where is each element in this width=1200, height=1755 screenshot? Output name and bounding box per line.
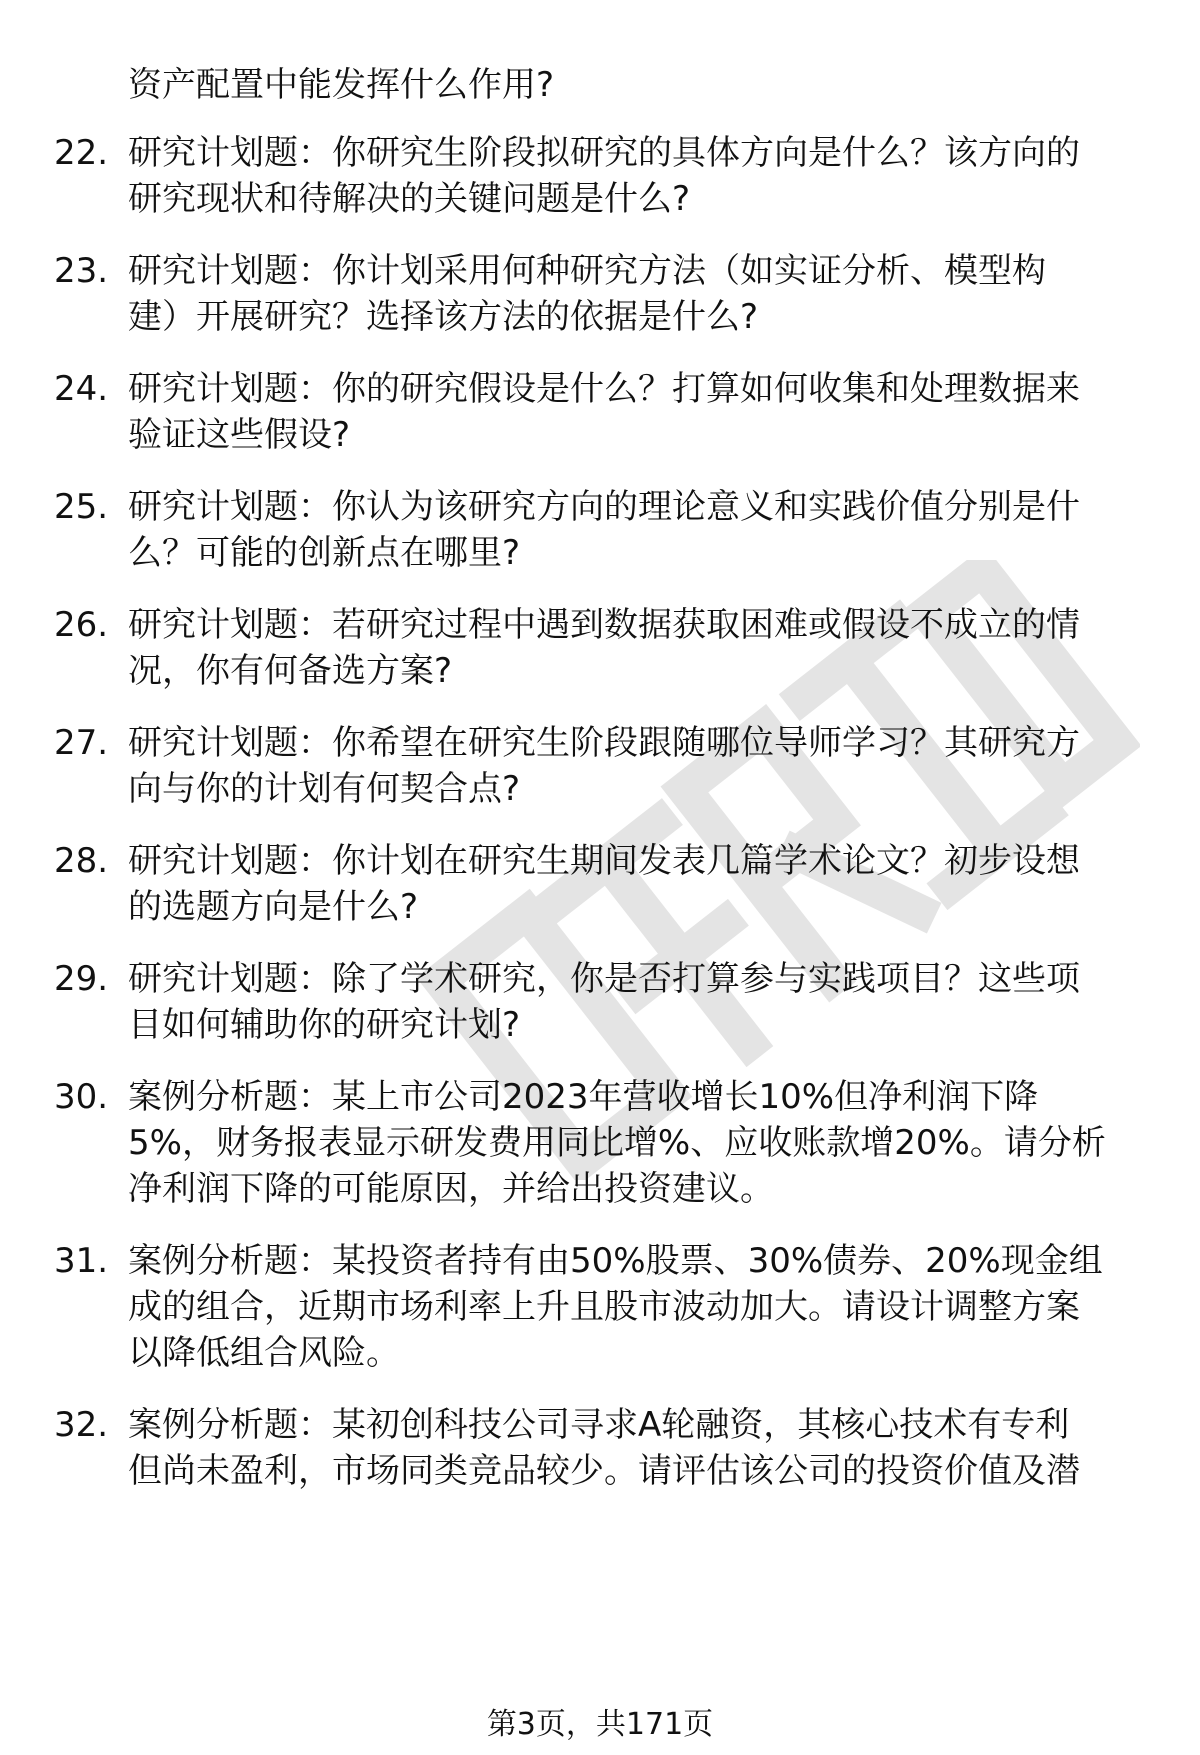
question-continuation: 资产配置中能发挥什么作用? bbox=[128, 65, 555, 105]
question-text-line: 成的组合，近期市场利率上升且股市波动加大。请设计调整方案 bbox=[128, 1287, 1080, 1327]
question-text-line: 研究计划题：你希望在研究生阶段跟随哪位导师学习？其研究方 bbox=[128, 723, 1080, 763]
question-text-line: 案例分析题：某上市公司2023年营收增长10%但净利润下降 bbox=[128, 1077, 1039, 1117]
question-text-line: 研究计划题：你认为该研究方向的理论意义和实践价值分别是什 bbox=[128, 487, 1080, 527]
question-number: 30. bbox=[54, 1077, 109, 1117]
question-text-line: 案例分析题：某初创科技公司寻求A轮融资，其核心技术有专利 bbox=[128, 1405, 1070, 1445]
question-number: 22. bbox=[54, 133, 109, 173]
question-text-line: 么？可能的创新点在哪里? bbox=[128, 533, 521, 573]
question-text-line: 建）开展研究？选择该方法的依据是什么? bbox=[128, 297, 759, 337]
question-text-line: 研究计划题：你的研究假设是什么？打算如何收集和处理数据来 bbox=[128, 369, 1080, 409]
question-text-line: 验证这些假设? bbox=[128, 415, 351, 455]
question-text-line: 研究现状和待解决的关键问题是什么? bbox=[128, 179, 691, 219]
question-number: 25. bbox=[54, 487, 109, 527]
question-text-line: 研究计划题：你计划在研究生期间发表几篇学术论文？初步设想 bbox=[128, 841, 1080, 881]
question-text-line: 研究计划题：除了学术研究，你是否打算参与实践项目？这些项 bbox=[128, 959, 1080, 999]
question-number: 31. bbox=[54, 1241, 109, 1281]
question-text-line: 以降低组合风险。 bbox=[128, 1333, 400, 1373]
page-number-footer: 第3页，共171页 bbox=[486, 1707, 714, 1742]
question-number: 24. bbox=[54, 369, 109, 409]
question-text-line: 目如何辅助你的研究计划? bbox=[128, 1005, 521, 1045]
question-text-line: 的选题方向是什么? bbox=[128, 887, 419, 927]
question-number: 23. bbox=[54, 251, 109, 291]
question-text-line: 况，你有何备选方案? bbox=[128, 651, 453, 691]
question-number: 32. bbox=[54, 1405, 109, 1445]
question-text-line: 研究计划题：若研究过程中遇到数据获取困难或假设不成立的情 bbox=[128, 605, 1080, 645]
question-text-line: 案例分析题：某投资者持有由50%股票、30%债券、20%现金组 bbox=[128, 1241, 1103, 1281]
question-number: 28. bbox=[54, 841, 109, 881]
question-text-line: 5%，财务报表显示研发费用同比增%、应收账款增20%。请分析 bbox=[128, 1123, 1106, 1163]
question-number: 29. bbox=[54, 959, 109, 999]
question-text-line: 向与你的计划有何契合点? bbox=[128, 769, 521, 809]
question-text-line: 研究计划题：你计划采用何种研究方法（如实证分析、模型构 bbox=[128, 251, 1046, 291]
question-text-line: 净利润下降的可能原因，并给出投资建议。 bbox=[128, 1169, 774, 1209]
question-text-line: 研究计划题：你研究生阶段拟研究的具体方向是什么？该方向的 bbox=[128, 133, 1080, 173]
question-number: 26. bbox=[54, 605, 109, 645]
question-number: 27. bbox=[54, 723, 109, 763]
question-text-line: 但尚未盈利，市场同类竞品较少。请评估该公司的投资价值及潜 bbox=[128, 1451, 1080, 1491]
